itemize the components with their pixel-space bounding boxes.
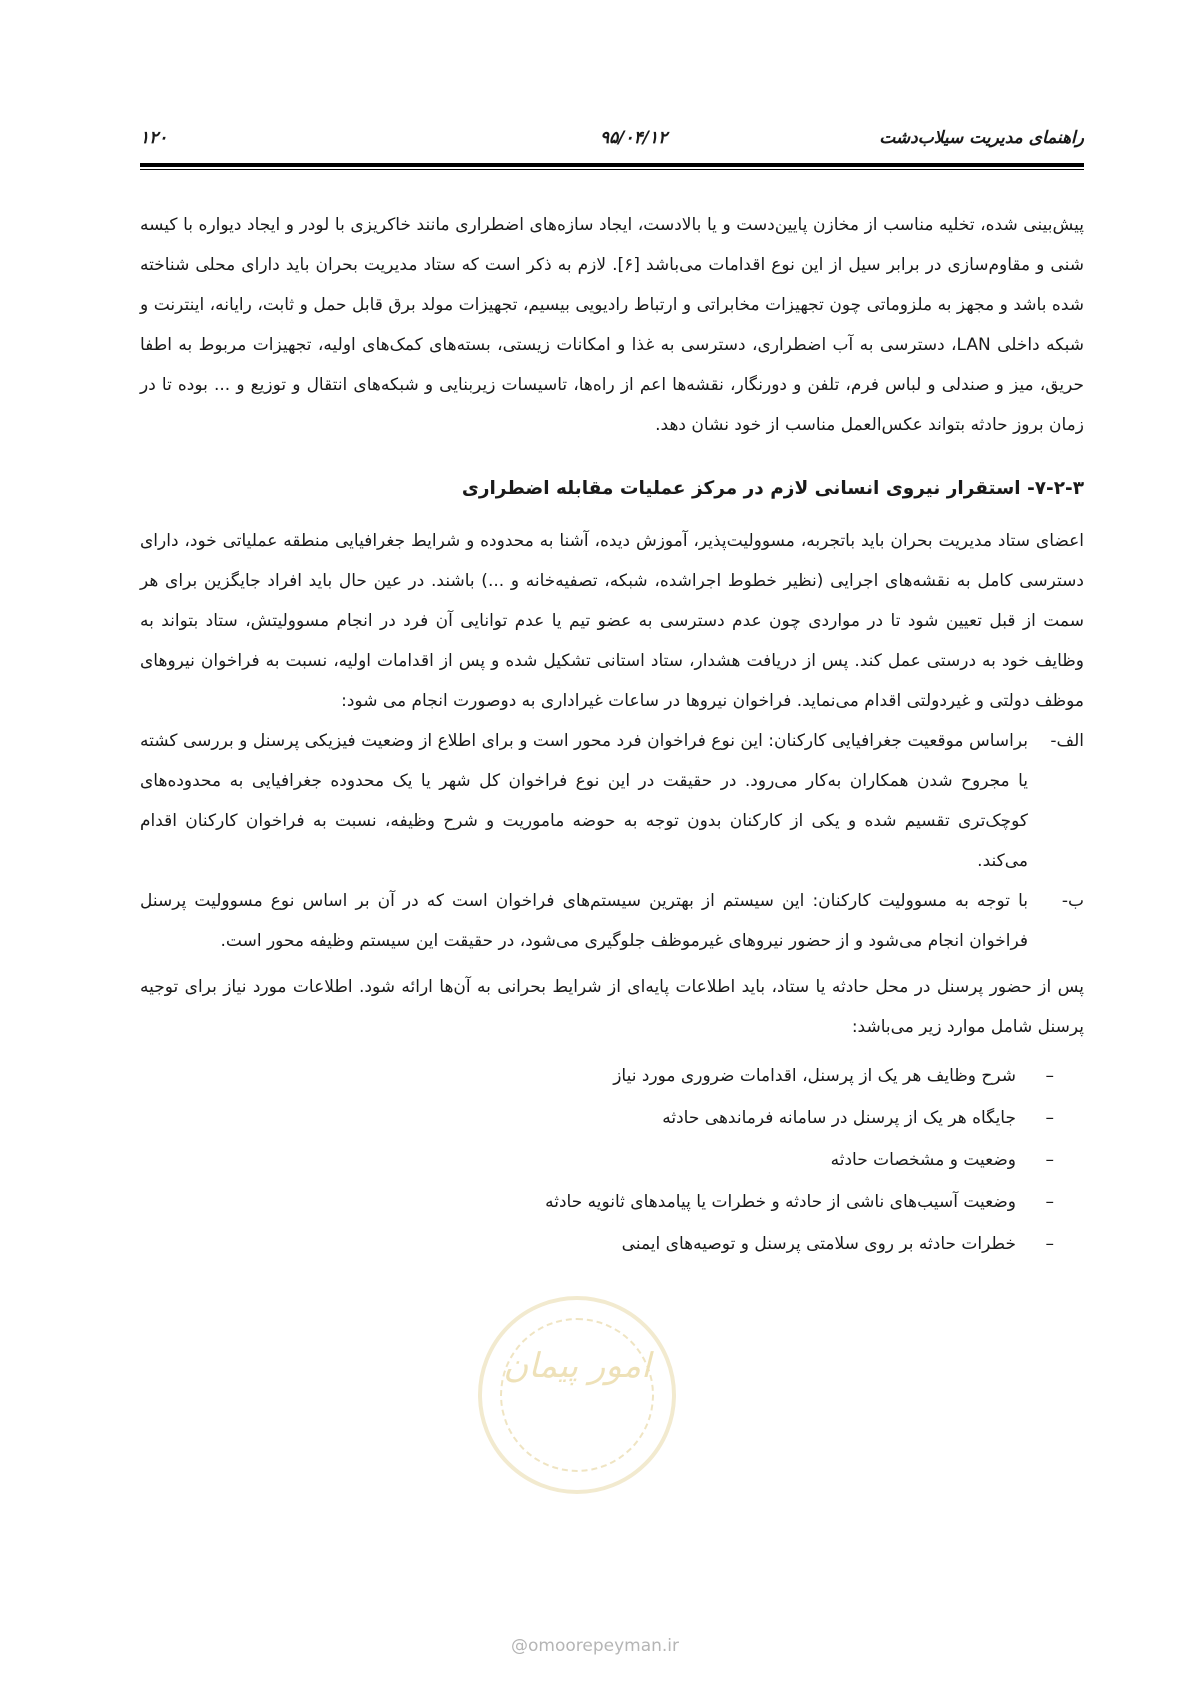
bullet-text: خطرات حادثه بر روی سلامتی پرسنل و توصیه‌های ایمنی [621, 1234, 1016, 1254]
bullet-dash: – [1045, 1150, 1054, 1170]
header-book-title: راهنمای مدیریت سیلاب‌دشت [879, 128, 1084, 148]
watermark-logo-text: امور پیمان [503, 1346, 651, 1386]
bullet-text: وضعیت و مشخصات حادثه [830, 1150, 1016, 1170]
bullet-list [140, 1055, 1084, 1265]
watermark-url: @omoorepeyman.ir [510, 1636, 680, 1656]
page-number: ۱۲۰ [140, 128, 168, 148]
watermark-inner-ring [500, 1318, 654, 1472]
list-item-text: با توجه به مسوولیت کارکنان: این سیستم از بهترین سیستم‌های فراخوان است که در آن بر اساس نوع مسوولیت پرسنل فراخوان انجام می‌شود و از حضور نیروهای غیرموظف جلوگیری می‌شود، در حقیقت این سیستم وظیفه محور است. [140, 891, 1028, 951]
list-item [140, 1139, 1054, 1181]
list-item-text: براساس موقعیت جغرافیایی کارکنان: این نوع فراخوان فرد محور است و برای اطلاع از وضعیت فیزیکی پرسنل و بررسی کشته یا مجروح شدن همکاران به‌کار می‌رود. در حقیقت در این نوع فراخوان کل شهر یا یک محدوده جغرافیایی به محدوده‌های کوچک‌تری تقسیم شده و یکی از کارکنان بدون توجه به حوضه ماموریت و شرح وظیفه، نسبت به فراخوان کارکنان اقدام می‌کند. [140, 731, 1028, 871]
header-date: ۹۵/۰۴/۱۲ [600, 128, 668, 148]
list-item [140, 1181, 1054, 1223]
running-header [140, 128, 1084, 152]
header-rule-thick [140, 163, 1084, 167]
paragraph: پیش‌بینی شده، تخلیه مناسب از مخازن پایین‌دست و یا بالادست، ایجاد سازه‌های اضطراری مانند خاکریزی با لودر و ایجاد دیواره با کیسه شنی و مقاوم‌سازی در برابر سیل از این نوع اقدامات می‌باشد [۶]. لازم به ذکر است که ستاد مدیریت بحران باید دارای محلی شناخته شده باشد و مجهز به ملزوماتی چون تجهیزات مخابراتی و ارتباط رادیویی بیسیم، تجهیزات مولد برق قابل حمل و ثابت، رایانه، اینترنت و شبکه داخلی LAN، دسترسی به آب اضطراری، دسترسی به غذا و امکانات زیستی، بسته‌های کمک‌های اولیه، تجهیزات مربوط به اطفا حریق، میز و صندلی و لباس فرم، تلفن و دورنگار، نقشه‌ها اعم از راه‌ها، تاسیسات زیربنایی و شبکه‌های انتقال و توزیع و ... بوده تا در زمان بروز حادثه بتواند عکس‌العمل مناسب از خود نشان دهد. [140, 215, 1084, 435]
bullet-text: شرح وظایف هر یک از پرسنل، اقدامات ضروری مورد نیاز [613, 1066, 1016, 1086]
list-marker: الف- [1050, 731, 1084, 751]
bullet-dash: – [1045, 1066, 1054, 1086]
watermark-seal [478, 1296, 676, 1494]
list-item-b [140, 881, 1084, 961]
bullet-text: جایگاه هر یک از پرسنل در سامانه فرماندهی حادثه [662, 1108, 1016, 1128]
list-item [140, 1055, 1054, 1097]
list-item-a [140, 721, 1084, 881]
list-item [140, 1223, 1054, 1265]
header-rule-thin [140, 169, 1084, 170]
paragraph: اعضای ستاد مدیریت بحران باید باتجربه، مسوولیت‌پذیر، آموزش دیده، آشنا به محدوده و شرایط جغرافیایی منطقه عملیاتی خود، دارای دسترسی کامل به نقشه‌های اجرایی (نظیر خطوط اجراشده، شبکه، تصفیه‌خانه و ...) باشند. در عین حال باید افراد جایگزین برای هر سمت از قبل تعیین شود تا در مواردی چون عدم دسترسی به عضو تیم یا عدم توانایی آن فرد در انجام مسوولیتش، ستاد بتواند به وظایف خود به درستی عمل کند. پس از دریافت هشدار، ستاد استانی تشکیل شده و پس از اقدامات اولیه، نسبت به فراخوان نیروهای موظف دولتی و غیردولتی اقدام می‌نماید. فراخوان نیروها در ساعات غیراداری به دوصورت انجام می شود: [140, 531, 1084, 711]
body-text [140, 205, 1084, 1265]
section-heading: ۷-۲-۳- استقرار نیروی انسانی لازم در مرکز عملیات مقابله اضطراری [461, 478, 1084, 499]
bullet-text: وضعیت آسیب‌های ناشی از حادثه و خطرات یا پیامدهای ثانویه حادثه [545, 1192, 1016, 1212]
list-item [140, 1097, 1054, 1139]
bullet-dash: – [1045, 1234, 1054, 1254]
paragraph: پس از حضور پرسنل در محل حادثه یا ستاد، باید اطلاعات پایه‌ای از شرایط بحرانی به آن‌ها ارائه شود. اطلاعات مورد نیاز برای توجیه پرسنل شامل موارد زیر می‌باشد: [140, 977, 1084, 1037]
bullet-dash: – [1045, 1192, 1054, 1212]
bullet-dash: – [1045, 1108, 1054, 1128]
list-marker: ب- [1061, 891, 1084, 911]
